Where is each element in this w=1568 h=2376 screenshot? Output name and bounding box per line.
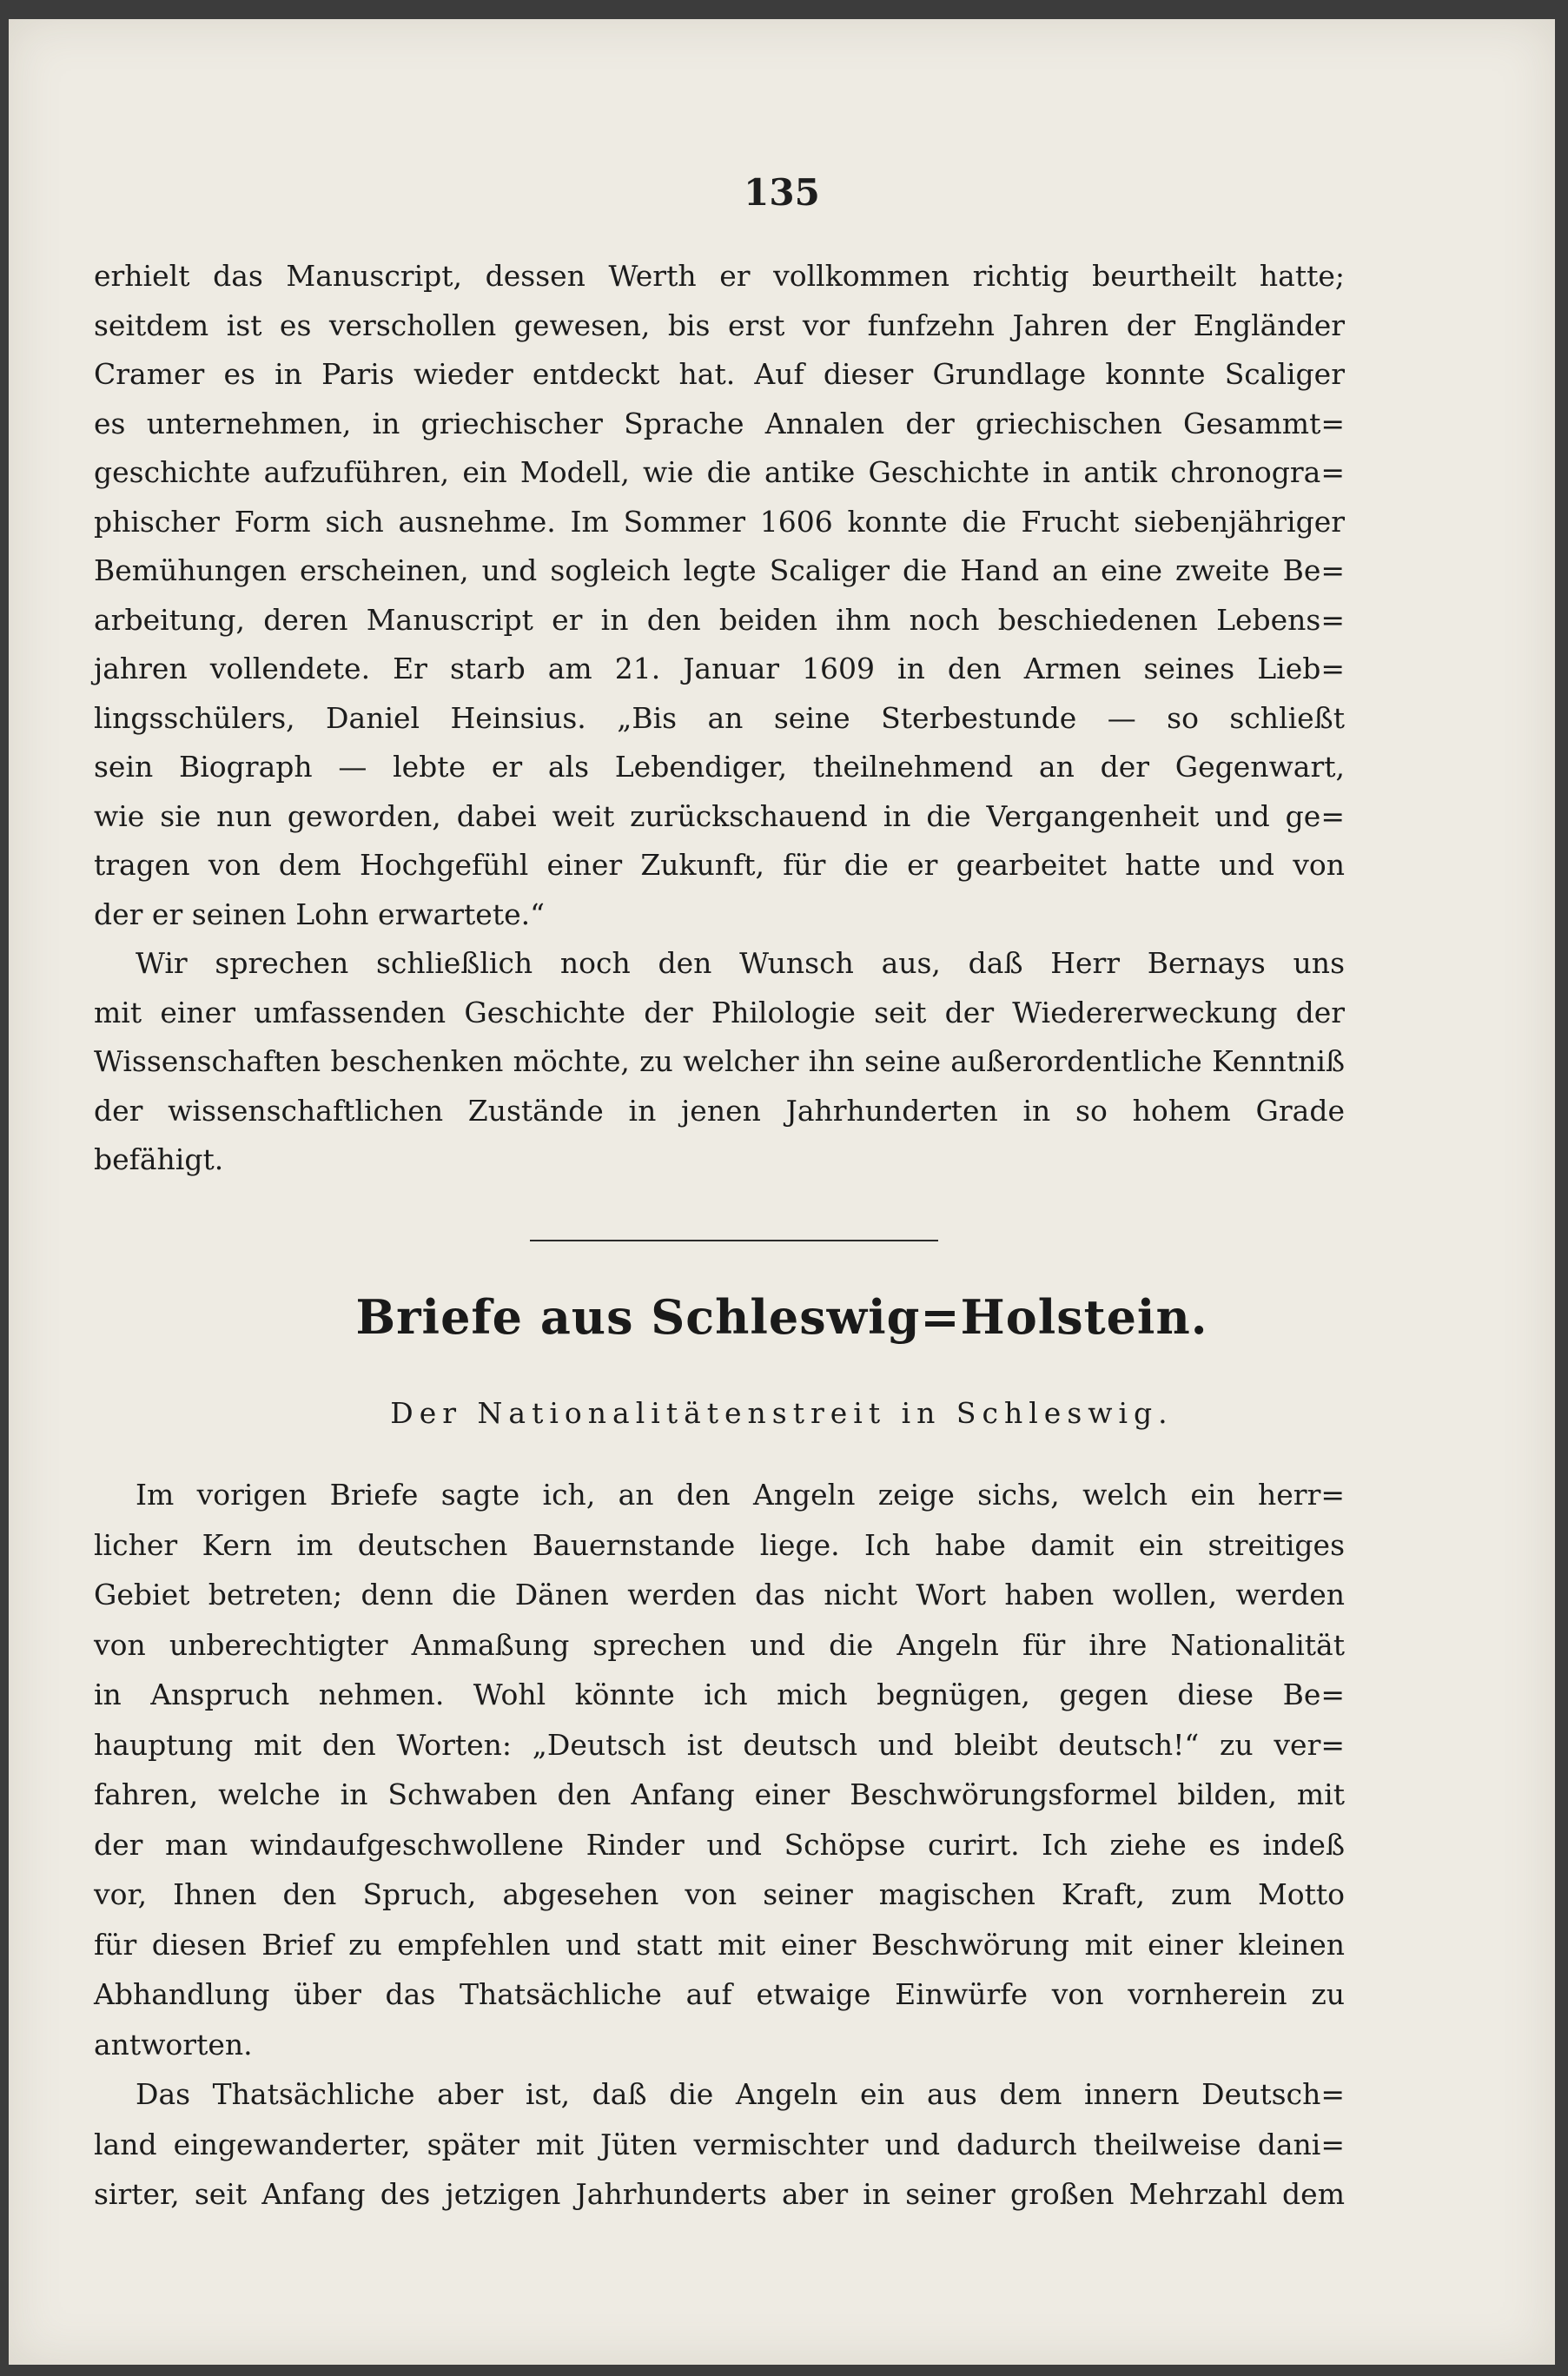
text-line: der wissenschaftlichen Zustände in jenen Jahrhunderten in so hohem Grade <box>94 1093 1345 1128</box>
text-line: von unberechtigter Anmaßung sprechen und die Angeln für ihre Nationalität <box>94 1627 1345 1662</box>
text-line: es unternehmen, in griechischer Sprache Annalen der griechischen Gesammt= <box>94 406 1345 440</box>
text-line: erhielt das Manuscript, dessen Werth er vollkommen richtig beurtheilt hatte; <box>94 259 1345 293</box>
section-title: Briefe aus Schleswig=Holstein. <box>355 1289 1208 1345</box>
text-line: wie sie nun geworden, dabei weit zurückschauend in die Vergangenheit und ge= <box>94 798 1345 833</box>
text-line: sein Biograph — lebte er als Lebendiger, theilnehmend an der Gegenwart, <box>94 750 1345 784</box>
text-block-bottom <box>94 1470 1345 2220</box>
text-line: der man windaufgeschwollene Rinder und Schöpse curirt. Ich ziehe es indeß <box>94 1827 1345 1862</box>
text-line: Wissenschaften beschenken möchte, zu welcher ihn seine außerordentliche Kenntniß <box>94 1044 1345 1078</box>
text-line: Bemühungen erscheinen, und sogleich legte Scaliger die Hand an eine zweite Be= <box>94 553 1345 587</box>
text-line: tragen von dem Hochgefühl einer Zukunft, für die er gearbeitet hatte und von <box>94 848 1345 882</box>
text-line: in Anspruch nehmen. Wohl könnte ich mich begnügen, gegen diese Be= <box>94 1678 1345 1711</box>
text-line: antworten. <box>94 2027 253 2062</box>
text-line: mit einer umfassenden Geschichte der Philologie seit der Wiedererweckung der <box>94 995 1345 1029</box>
text-line: lingsschülers, Daniel Heinsius. „Bis an seine Sterbestunde — so schließt <box>94 700 1345 735</box>
text-line: Wir sprechen schließlich noch den Wunsch aus, daß Herr Bernays uns <box>136 946 1345 980</box>
text-line: jahren vollendete. Er starb am 21. Januar 1609 in den Armen seines Lieb= <box>94 652 1345 685</box>
page-number: 135 <box>744 171 820 214</box>
text-line: Gebiet betreten; denn die Dänen werden das nicht Wort haben wollen, werden <box>94 1578 1345 1612</box>
text-line: arbeitung, deren Manuscript er in den beiden ihm noch beschiedenen Lebens= <box>94 602 1345 637</box>
text-line: für diesen Brief zu empfehlen und statt mit einer Beschwörung mit einer kleinen <box>94 1927 1345 1962</box>
text-line: Abhandlung über das Thatsächliche auf etwaige Einwürfe von vornherein zu <box>94 1977 1345 2011</box>
text-line: Im vorigen Briefe sagte ich, an den Angeln zeige sichs, welch ein herr= <box>136 1478 1345 1512</box>
section-divider <box>530 1240 938 1241</box>
text-line: phischer Form sich ausnehme. Im Sommer 1606 konnte die Frucht siebenjähriger <box>94 504 1345 539</box>
text-line: licher Kern im deutschen Bauernstande liege. Ich habe damit ein streitiges <box>94 1527 1345 1562</box>
text-line: hauptung mit den Worten: „Deutsch ist deutsch und bleibt deutsch!“ zu ver= <box>94 1727 1345 1762</box>
text-line: befähigt. <box>94 1142 224 1176</box>
text-line: der er seinen Lohn erwartete.“ <box>94 897 545 931</box>
text-block-top <box>94 252 1345 1185</box>
text-line: sirter, seit Anfang des jetzigen Jahrhunderts aber in seiner großen Mehrzahl dem <box>94 2177 1345 2211</box>
text-line: Das Thatsächliche aber ist, daß die Angeln ein aus dem innern Deutsch= <box>136 2077 1345 2111</box>
text-line: seitdem ist es verschollen gewesen, bis erst vor funfzehn Jahren der Engländer <box>94 308 1345 342</box>
text-line: vor, Ihnen den Spruch, abgesehen von seiner magischen Kraft, zum Motto <box>94 1877 1345 1911</box>
book-page <box>9 19 1555 2365</box>
text-line: land eingewanderter, später mit Jüten vermischter und dadurch theilweise dani= <box>94 2127 1345 2161</box>
text-line: Cramer es in Paris wieder entdeckt hat. Auf dieser Grundlage konnte Scaliger <box>94 357 1345 391</box>
text-line: geschichte aufzuführen, ein Modell, wie die antike Geschichte in antik chronogra= <box>94 455 1345 489</box>
text-line: fahren, welche in Schwaben den Anfang einer Beschwörungsformel bilden, mit <box>94 1777 1345 1811</box>
section-subtitle: Der Nationalitätenstreit in Schleswig. <box>390 1396 1174 1430</box>
